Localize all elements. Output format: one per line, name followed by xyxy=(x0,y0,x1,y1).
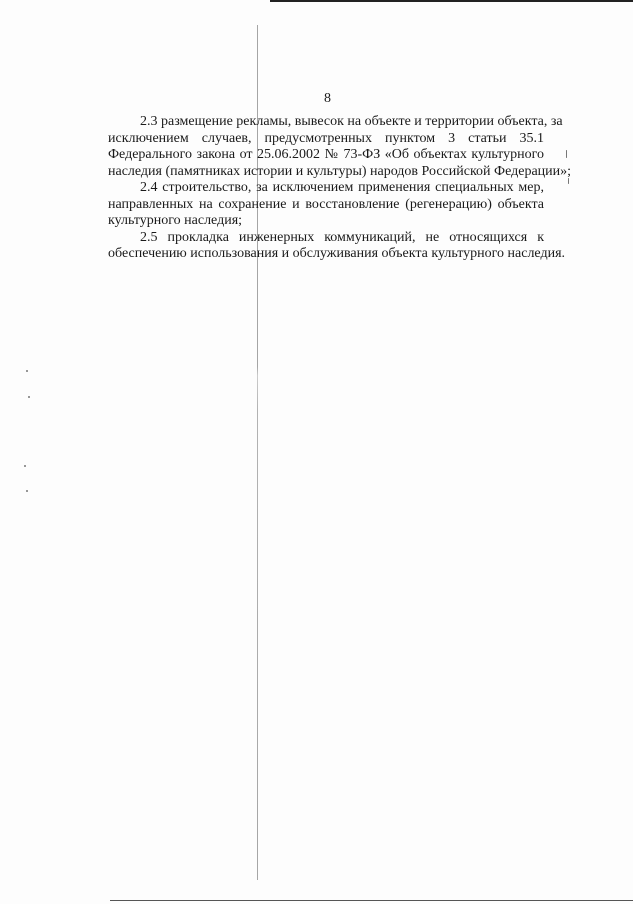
text-line: Федерального закона от 25.06.2002 № 73-ФЗ «Об объектах культурного xyxy=(108,147,544,162)
paragraph-2-5 xyxy=(108,229,566,263)
scan-speck xyxy=(26,370,28,372)
text-line: культурного наследия; xyxy=(108,213,243,228)
scan-speck xyxy=(28,396,30,398)
scan-speck xyxy=(26,490,28,492)
text-line: направленных на сохранение и восстановление (регенерацию) объекта xyxy=(108,196,544,212)
page-number: 8 xyxy=(324,91,331,106)
scan-edge-bottom xyxy=(110,900,633,901)
scan-speck xyxy=(566,150,567,158)
text-line: исключением случаев, предусмотренных пунктом 3 статьи 35.1 xyxy=(108,130,544,146)
text-line: 2.3 размещение рекламы, вывесок на объекте и территории объекта, за xyxy=(140,114,563,129)
scan-speck xyxy=(24,465,26,467)
paragraph-2-3 xyxy=(108,114,572,180)
text-line: обеспечению использования и обслуживания объекта культурного наследия. xyxy=(108,246,566,261)
paragraph-2-4 xyxy=(108,180,544,230)
scan-edge-top xyxy=(270,0,633,2)
text-line: 2.4 строительство, за исключением применения специальных мер, xyxy=(140,180,544,195)
text-line: наследия (памятниках истории и культуры) народов Российской Федерации»; xyxy=(108,163,572,179)
text-line: 2.5 прокладка инженерных коммуникаций, не относящихся к xyxy=(140,229,544,245)
document-body xyxy=(108,114,572,263)
